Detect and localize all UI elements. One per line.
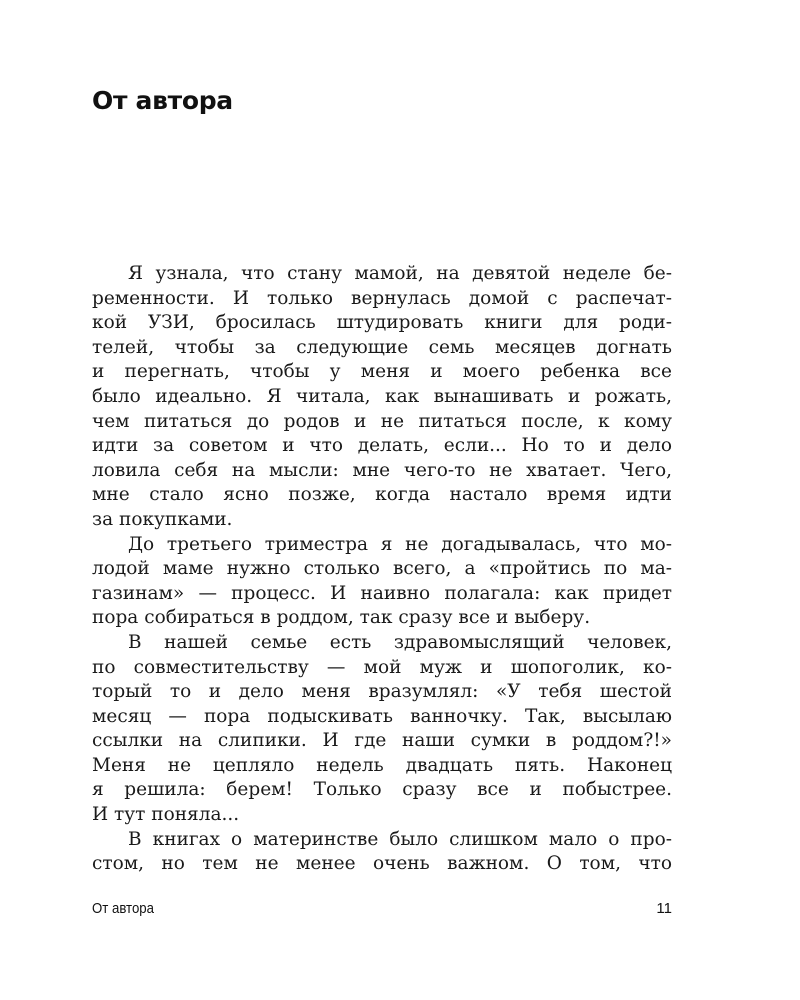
text-line: газинам» — процесс. И наивно полагала: как придет bbox=[92, 582, 672, 604]
page-title: От автора bbox=[92, 86, 233, 115]
text-line: ловила себя на мысли: мне чего-то не хватает. Чего, bbox=[92, 459, 672, 481]
text-line: я решила: берем! Только сразу все и побыстрее. bbox=[92, 779, 672, 801]
text-line: лодой маме нужно столько всего, а «пройтись по ма- bbox=[92, 558, 672, 580]
text-line: До третьего триместра я не догадывалась, что мо- bbox=[128, 533, 672, 555]
text-line: кой УЗИ, бросилась штудировать книги для роди- bbox=[92, 312, 672, 334]
text-line: Меня не цепляло недель двадцать пять. Наконец bbox=[92, 754, 672, 776]
text-line: ссылки на слипики. И где наши сумки в роддом?!» bbox=[92, 730, 672, 752]
text-line: пора собираться в роддом, так сразу все и выберу. bbox=[92, 607, 591, 629]
text-line: стом, но тем не менее очень важном. О том, что bbox=[92, 853, 672, 875]
text-line: идти за советом и что делать, если... Но то и дело bbox=[92, 435, 672, 457]
text-line: мне стало ясно позже, когда настало время идти bbox=[92, 484, 672, 506]
text-line: было идеально. Я читала, как вынашивать и рожать, bbox=[92, 385, 672, 407]
page-number: 11 bbox=[656, 900, 672, 917]
text-line: телей, чтобы за следующие семь месяцев догнать bbox=[92, 336, 672, 358]
page-footer bbox=[92, 900, 672, 917]
body-text bbox=[92, 262, 672, 877]
text-line: В нашей семье есть здравомыслящий человек, bbox=[128, 631, 672, 653]
text-line: месяц — пора подыскивать ванночку. Так, высылаю bbox=[92, 705, 672, 727]
text-line: чем питаться до родов и не питаться после, к кому bbox=[92, 410, 672, 432]
text-line: ременности. И только вернулась домой с распечат- bbox=[92, 287, 672, 309]
text-line: В книгах о материнстве было слишком мало о про- bbox=[128, 828, 672, 850]
text-line: за покупками. bbox=[92, 508, 233, 530]
text-line: по совместительству — мой муж и шопоголик, ко- bbox=[92, 656, 672, 678]
text-line: и перегнать, чтобы у меня и моего ребенка все bbox=[92, 361, 672, 383]
text-line: И тут поняла... bbox=[92, 804, 240, 826]
text-line: торый то и дело меня вразумлял: «У тебя шестой bbox=[92, 681, 672, 703]
running-title: От автора bbox=[92, 900, 154, 917]
text-line: Я узнала, что стану мамой, на девятой неделе бе- bbox=[128, 263, 672, 284]
